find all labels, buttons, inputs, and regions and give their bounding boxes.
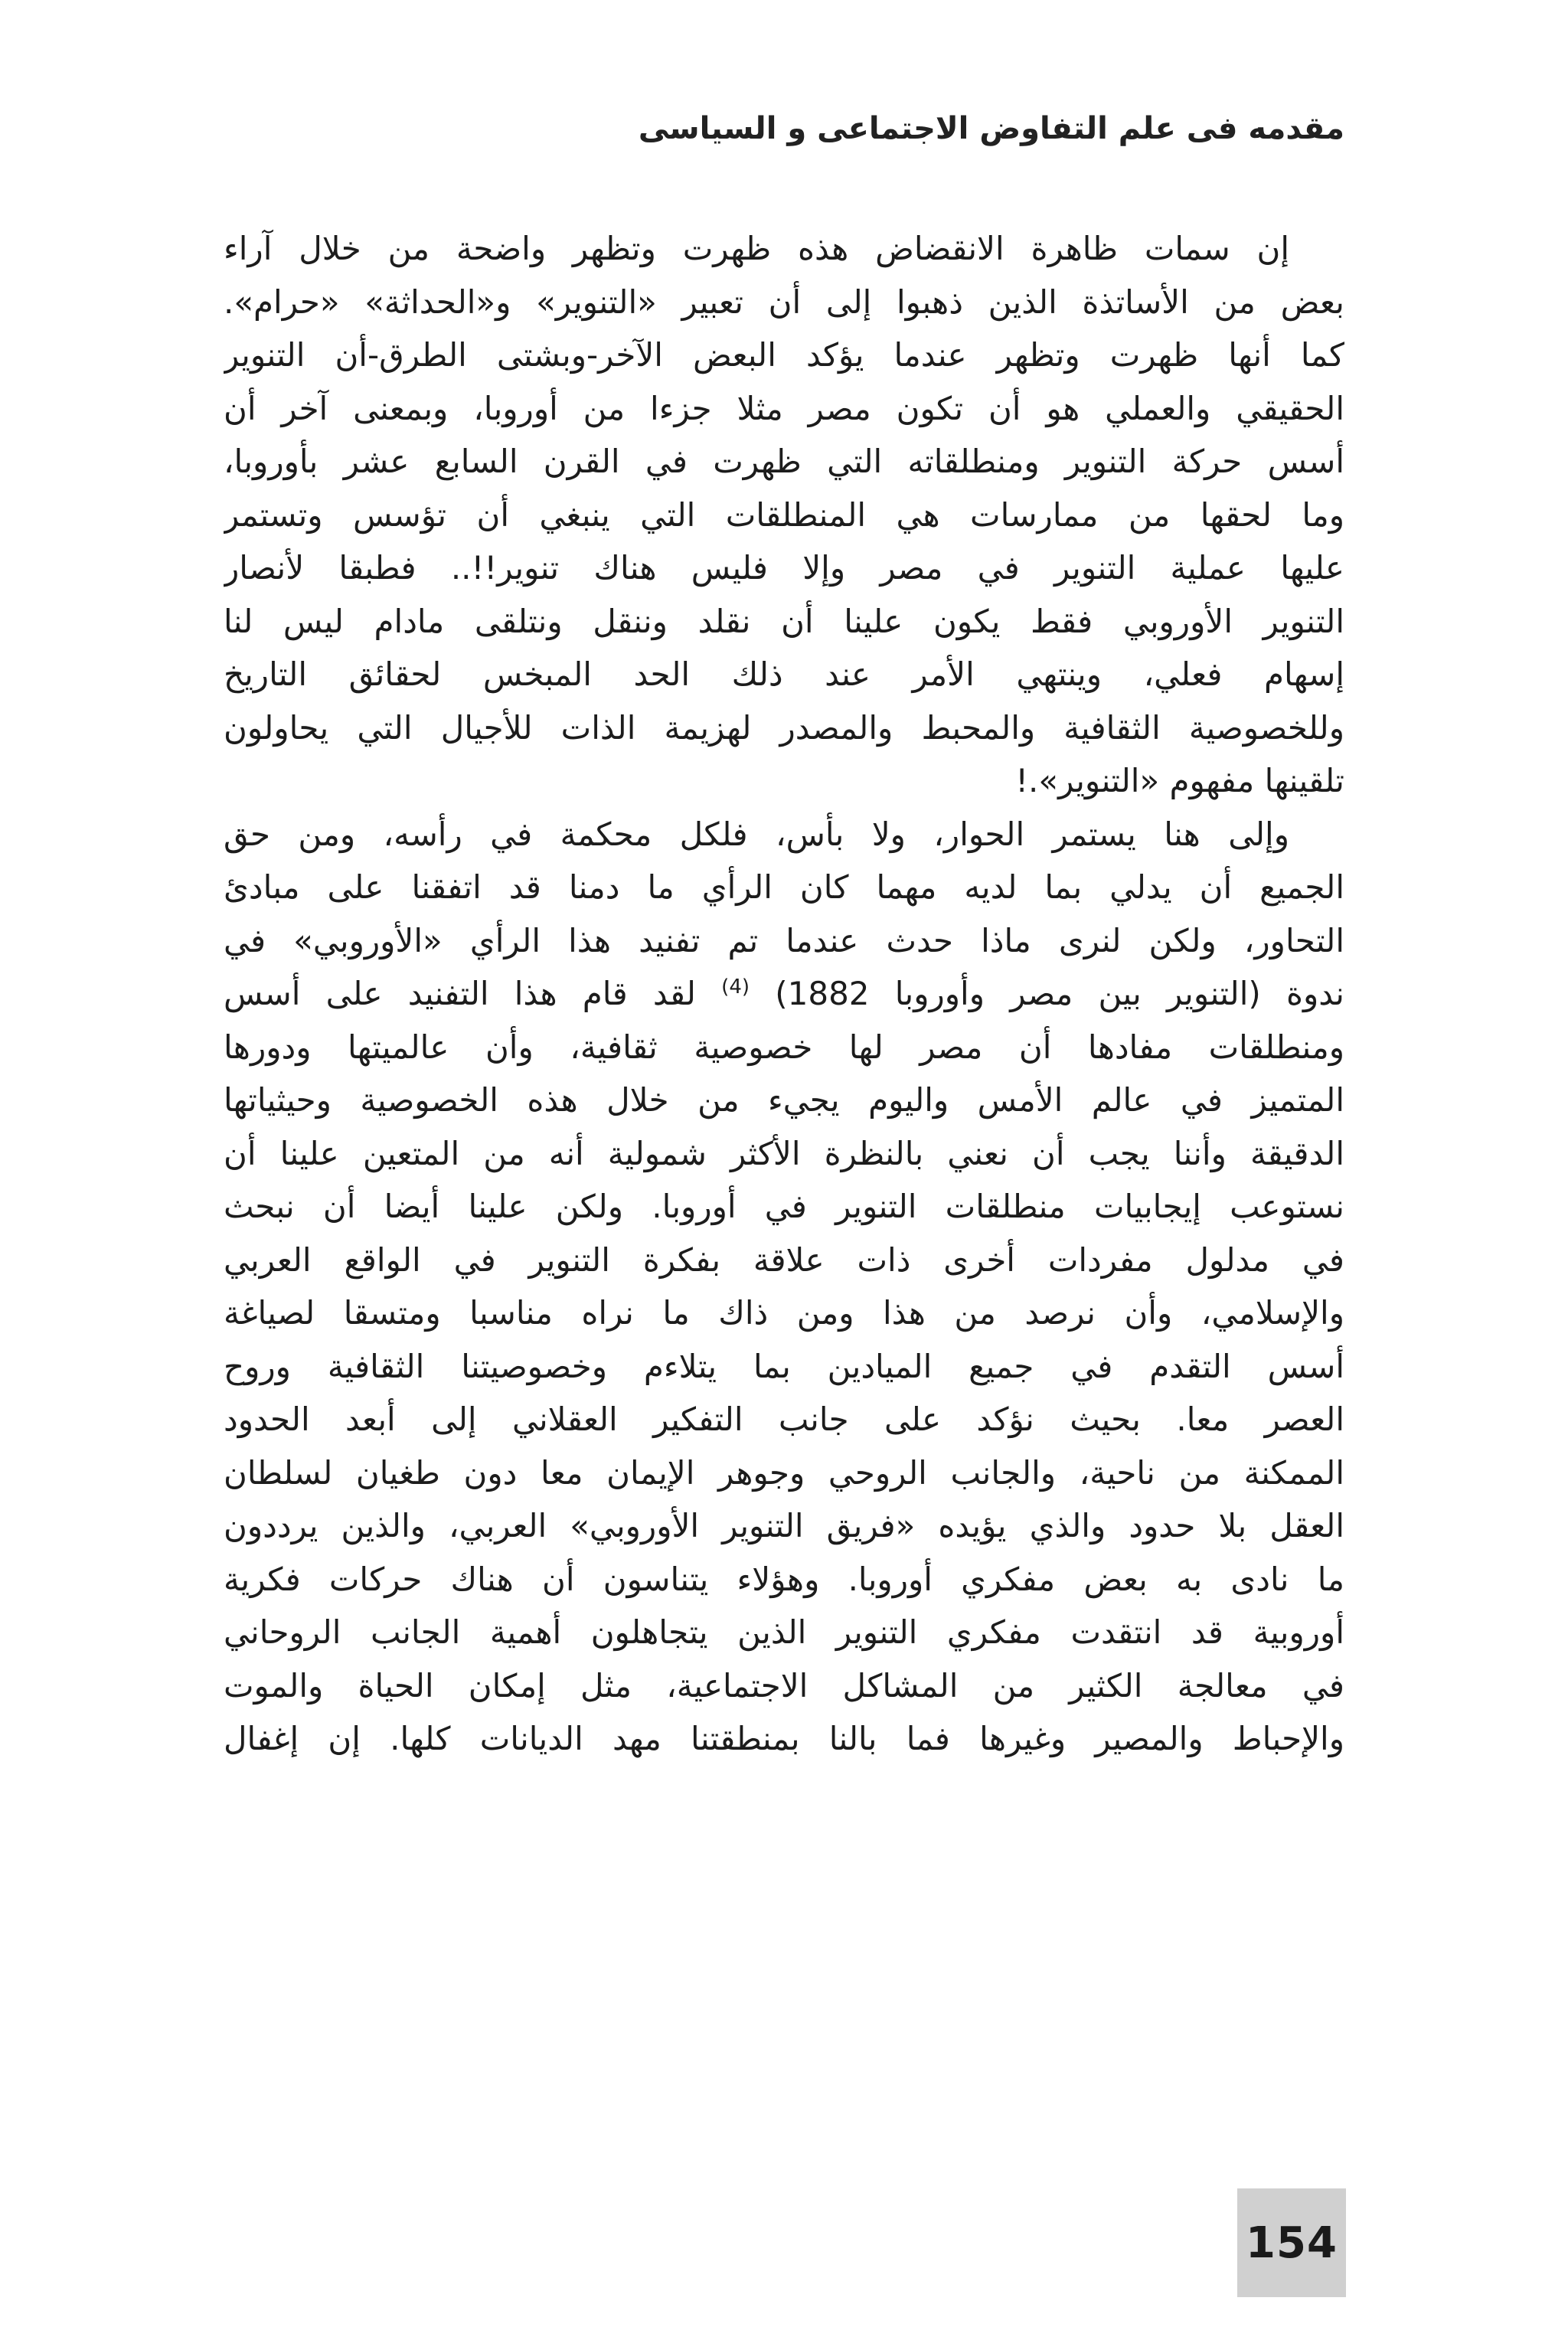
text-line: إن سمات ظاهرة الانقضاض هذه ظهرت وتظهر واضحة من خلال آراء <box>224 230 1289 267</box>
text-line: العقل بلا حدود والذي يؤيده «فريق التنوير الأوروبي» العربي، والذين يرددون <box>224 1507 1344 1544</box>
text-line: ومنطلقات مفادها أن مصر لها خصوصية ثقافية، وأن عالميتها ودورها <box>224 1028 1344 1066</box>
text-line: الحقيقي والعملي هو أن تكون مصر مثلا جزءا من أوروبا، وبمعنى آخر أن <box>224 389 1344 427</box>
footnote-reference[interactable]: (4) <box>721 976 750 999</box>
text-segment: ندوة (التنوير بين مصر وأوروبا 1882) <box>775 975 1344 1012</box>
text-line: إسهام فعلي، وينتهي الأمر عند ذلك الحد المبخس لحقائق التاريخ <box>224 655 1344 693</box>
text-line: الجميع أن يدلي بما لديه مهما كان الرأي ما دمنا قد اتفقنا على مبادئ <box>224 868 1344 906</box>
text-line: أوروبية قد انتقدت مفكري التنوير الذين يتجاهلون أهمية الجانب الروحاني <box>224 1613 1344 1651</box>
body-text <box>224 222 1344 1766</box>
page-number-box <box>1237 2188 1346 2297</box>
text-line: أسس التقدم في جميع الميادين بما يتلاءم وخصوصيتنا الثقافية وروح <box>224 1347 1344 1385</box>
text-line: في معالجة الكثير من المشاكل الاجتماعية، مثل إمكان الحياة والموت <box>224 1666 1344 1704</box>
text-line: بعض من الأساتذة الذين ذهبوا إلى أن تعبير «التنوير» و«الحداثة» «حرام». <box>224 283 1344 321</box>
running-header: مقدمه فى علم التفاوض الاجتماعى و السياسى <box>638 111 1344 146</box>
text-line: المتميز في عالم الأمس واليوم يجيء من خلال هذه الخصوصية وحيثياتها <box>224 1081 1344 1119</box>
text-line: تلقينها مفهوم «التنوير».! <box>1015 762 1344 799</box>
text-line: الممكنة من ناحية، والجانب الروحي وجوهر الإيمان معا دون طغيان لسلطان <box>224 1453 1344 1492</box>
page-number: 154 <box>1246 2218 1338 2268</box>
text-segment: لقد قام هذا التفنيد على أسس <box>224 975 696 1012</box>
text-line: العصر معا. بحيث نؤكد على جانب التفكير العقلاني إلى أبعد الحدود <box>224 1401 1344 1438</box>
text-line: الدقيقة وأننا يجب أن نعني بالنظرة الأكثر شمولية أنه من المتعين علينا أن <box>224 1134 1344 1172</box>
text-line: التحاور، ولكن لنرى ماذا حدث عندما تم تفنيد هذا الرأي «الأوروبي» في <box>224 921 1344 959</box>
text-line: التنوير الأوروبي فقط يكون علينا أن نقلد وننقل ونتلقى مادام ليس لنا <box>224 602 1344 640</box>
text-line: في مدلول مفردات أخرى ذات علاقة بفكرة التنوير في الواقع العربي <box>224 1240 1344 1279</box>
text-line: نستوعب إيجابيات منطلقات التنوير في أوروبا. ولكن علينا أيضا أن نبحث <box>224 1188 1344 1225</box>
text-line: وما لحقها من ممارسات هي المنطلقات التي ينبغي أن تؤسس وتستمر <box>224 495 1344 534</box>
text-line: والإسلامي، وأن نرصد من هذا ومن ذاك ما نراه مناسبا ومتسقا لصياغة <box>224 1294 1344 1332</box>
text-line: والإحباط والمصير وغيرها فما بالنا بمنطقتنا مهد الديانات كلها. إن إغفال <box>224 1720 1344 1757</box>
text-line: أسس حركة التنوير ومنطلقاته التي ظهرت في القرن السابع عشر بأوروبا، <box>224 443 1344 480</box>
text-line: عليها عملية التنوير في مصر وإلا فليس هناك تنوير!!.. فطبقا لأنصار <box>224 549 1344 587</box>
text-line: كما أنها ظهرت وتظهر عندما يؤكد البعض الآخر-وبشتى الطرق-أن التنوير <box>224 336 1344 374</box>
text-line: ما نادى به بعض مفكري أوروبا. وهؤلاء يتناسون أن هناك حركات فكرية <box>224 1560 1344 1598</box>
text-line: وإلى هنا يستمر الحوار، ولا بأس، فلكل محكمة في رأسه، ومن حق <box>224 815 1289 853</box>
text-line: وللخصوصية الثقافية والمحبط والمصدر لهزيمة الذات للأجيال التي يحاولون <box>224 708 1344 747</box>
text-line-with-footnote <box>224 967 1344 1021</box>
